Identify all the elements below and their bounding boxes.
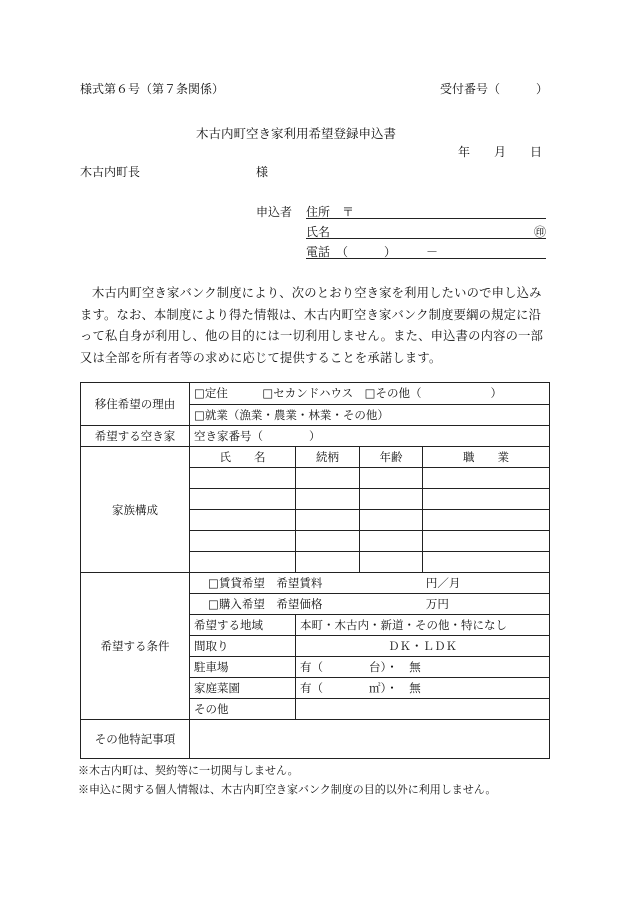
family-header-relation: 続柄 bbox=[296, 447, 360, 468]
form-number: 様式第６号（第７条関係） bbox=[80, 82, 225, 96]
seal-mark: ㊞ bbox=[533, 225, 546, 239]
addressee-name: 木古内町長 bbox=[80, 165, 141, 179]
family-cell[interactable] bbox=[423, 468, 550, 489]
other-field[interactable] bbox=[296, 699, 550, 720]
conditions-label: 希望する条件 bbox=[81, 573, 190, 720]
address-field[interactable] bbox=[306, 203, 546, 219]
footnote-1: ※木古内町は、契約等に一切関与しません。 bbox=[78, 764, 299, 777]
family-cell[interactable] bbox=[190, 552, 296, 573]
reason-label: 移住希望の理由 bbox=[81, 383, 190, 426]
layout-options[interactable]: ＤＫ・ＬＤＫ bbox=[296, 636, 550, 657]
house-label: 希望する空き家 bbox=[81, 426, 190, 447]
garden-options[interactable]: 有（ ㎡）・ 無 bbox=[296, 678, 550, 699]
family-cell[interactable] bbox=[360, 489, 423, 510]
family-label: 家族構成 bbox=[81, 447, 190, 573]
family-cell[interactable] bbox=[296, 531, 360, 552]
house-row bbox=[81, 426, 550, 447]
family-cell[interactable] bbox=[423, 510, 550, 531]
family-cell[interactable] bbox=[190, 489, 296, 510]
reception-number: 受付番号（ ） bbox=[440, 82, 549, 96]
reason-options-1[interactable]: □定住 □セカンドハウス □その他（ ） bbox=[190, 383, 550, 405]
family-cell[interactable] bbox=[360, 468, 423, 489]
family-header-job: 職 業 bbox=[423, 447, 550, 468]
family-cell[interactable] bbox=[360, 510, 423, 531]
house-number-field[interactable]: 空き家番号（ ） bbox=[190, 426, 550, 447]
phone-field[interactable] bbox=[306, 243, 546, 259]
phone-label: 電話 （ ） － bbox=[306, 245, 439, 259]
notes-field[interactable] bbox=[190, 720, 550, 759]
address-label: 住所 〒 bbox=[306, 205, 355, 219]
reason-row bbox=[81, 383, 550, 405]
family-cell[interactable] bbox=[296, 468, 360, 489]
family-cell[interactable] bbox=[423, 531, 550, 552]
date-line: 年 月 日 bbox=[458, 145, 543, 159]
family-cell[interactable] bbox=[296, 510, 360, 531]
other-label: その他 bbox=[190, 699, 296, 720]
family-cell[interactable] bbox=[190, 531, 296, 552]
garden-label: 家庭菜園 bbox=[190, 678, 296, 699]
name-label: 氏名 bbox=[306, 225, 331, 239]
family-cell[interactable] bbox=[296, 552, 360, 573]
area-options[interactable]: 本町・木古内・新道・その他・特になし bbox=[296, 615, 550, 636]
family-cell[interactable] bbox=[296, 489, 360, 510]
family-cell[interactable] bbox=[360, 552, 423, 573]
consent-paragraph: 木古内町空き家バンク制度により、次のとおり空き家を利用したいので申し込みます。なお、本制度により得た情報は、木古内町空き家バンク制度要綱の規定に沿って私自身が利用し、他の目的には一切利用しません。また、申込書の内容の一部又は全部を所有者等の求めに応じて提供することを承諾します。 bbox=[80, 286, 544, 365]
family-header-age: 年齢 bbox=[360, 447, 423, 468]
family-header-row bbox=[81, 447, 550, 468]
family-header-name: 氏 名 bbox=[190, 447, 296, 468]
parking-label: 駐車場 bbox=[190, 657, 296, 678]
rent-option[interactable]: □賃貸希望 希望賃料 円／月 bbox=[190, 573, 550, 594]
addressee-honorific: 様 bbox=[256, 165, 269, 179]
applicant-label: 申込者 bbox=[256, 205, 293, 219]
application-table bbox=[80, 382, 550, 759]
buy-option[interactable]: □購入希望 希望価格 万円 bbox=[190, 594, 550, 615]
notes-row bbox=[81, 720, 550, 759]
rent-row bbox=[81, 573, 550, 594]
name-field[interactable] bbox=[306, 223, 546, 239]
family-cell[interactable] bbox=[423, 489, 550, 510]
layout-label: 間取り bbox=[190, 636, 296, 657]
family-cell[interactable] bbox=[190, 468, 296, 489]
document-title: 木古内町空き家利用希望登録申込書 bbox=[196, 126, 397, 141]
family-cell[interactable] bbox=[360, 531, 423, 552]
reason-options-2[interactable]: □就業（漁業・農業・林業・その他） bbox=[190, 404, 550, 426]
family-cell[interactable] bbox=[423, 552, 550, 573]
family-cell[interactable] bbox=[190, 510, 296, 531]
parking-options[interactable]: 有（ 台）・ 無 bbox=[296, 657, 550, 678]
notes-label: その他特記事項 bbox=[81, 720, 190, 759]
footnote-2: ※申込に関する個人情報は、木古内町空き家バンク制度の目的以外に利用しません。 bbox=[78, 783, 497, 796]
area-label: 希望する地域 bbox=[190, 615, 296, 636]
